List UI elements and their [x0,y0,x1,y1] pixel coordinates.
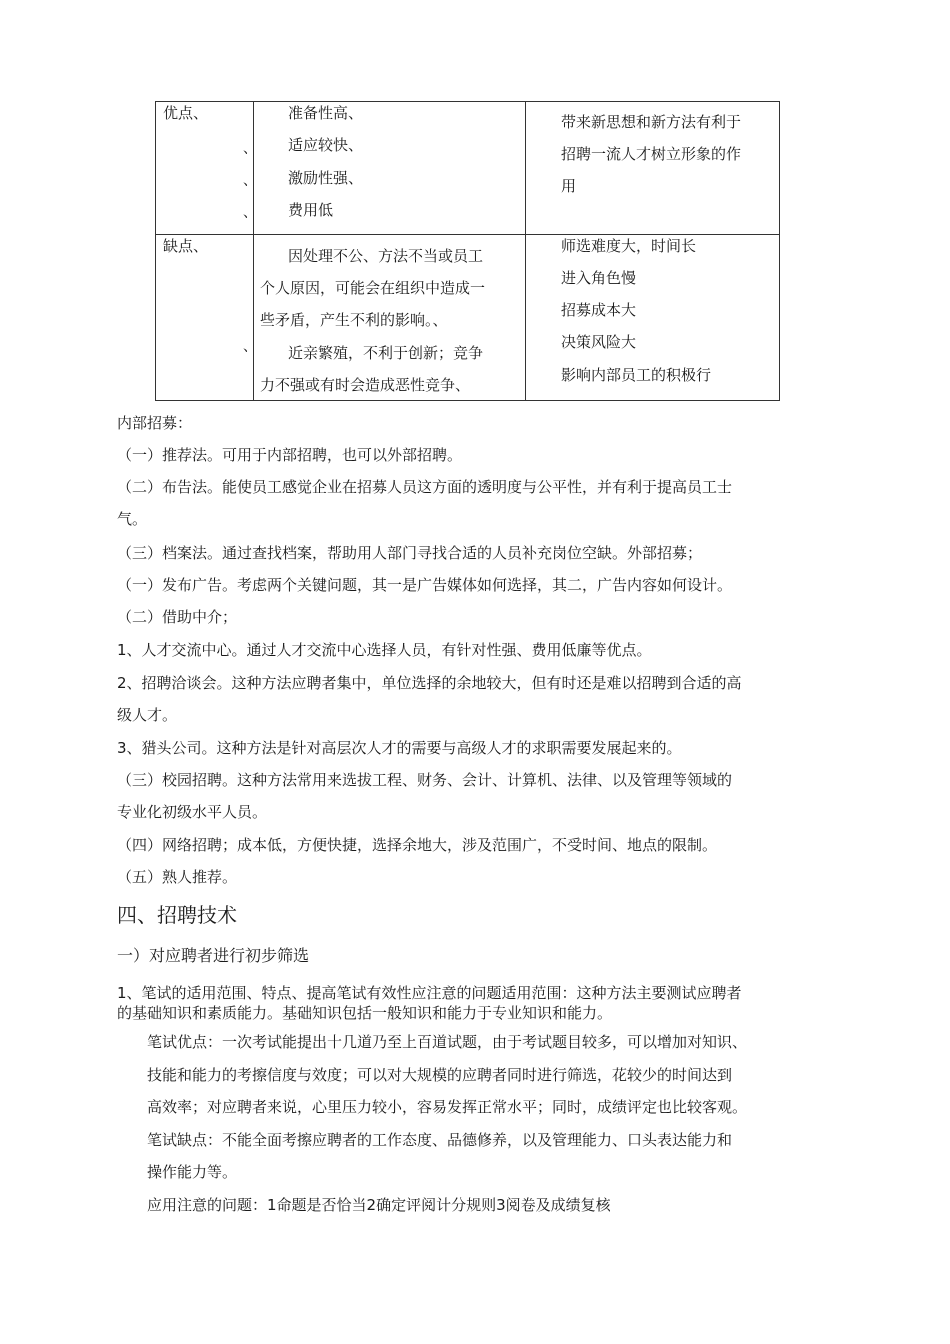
paragraph-line: （一）推荐法。可用于内部招聘，也可以外部招聘。 [117,446,463,464]
paragraph-line: 的基础知识和素质能力。基础知识包括一般知识和能力于专业知识和能力。 [117,1004,613,1022]
external-advantage-line: 招聘一流人才树立形象的作 [561,145,742,163]
tick-mark: 、 [243,141,257,157]
paragraph-line: 技能和能力的考擦信度与效度；可以对大规模的应聘者同时进行筛选，花较少的时间达到 [147,1066,733,1084]
paragraph-line: 操作能力等。 [147,1163,238,1181]
external-disadvantage-item: 招募成本大 [561,301,637,319]
internal-advantage-item: 费用低 [288,201,334,219]
comparison-table [155,101,780,401]
section-heading: 四、招聘技术 [117,903,237,927]
paragraph-line: 3、猎头公司。这种方法是针对高层次人才的需要与高级人才的求职需要发展起来的。 [117,739,682,757]
internal-disadvantage-line: 力不强或有时会造成恶性竞争、 [260,376,471,394]
internal-disadvantage-line: 个人原因，可能会在组织中造成一 [260,279,486,297]
paragraph-line: （五）熟人推荐。 [117,868,238,886]
paragraph-line: （一）发布广告。考虑两个关键问题，其一是广告媒体如何选择，其二，广告内容如何设计。 [117,576,733,594]
paragraph-line: （四）网络招聘；成本低，方便快捷，选择余地大，涉及范围广，不受时间、地点的限制。 [117,836,718,854]
paragraph-line: 气。 [117,510,148,528]
paragraph-line: （二）借助中介； [117,608,238,626]
paragraph-line: 高效率；对应聘者来说，心里压力较小，容易发挥正常水平；同时，成绩评定也比较客观。 [147,1098,748,1116]
advantages-label: 优点、 [163,104,209,122]
paragraph-line: 2、招聘洽谈会。这种方法应聘者集中，单位选择的余地较大，但有时还是难以招聘到合适的高 [117,674,742,692]
internal-advantage-item: 适应较快、 [288,136,364,154]
tick-mark: 、 [243,173,257,189]
external-advantage-line: 用 [561,177,577,195]
paragraph-line: 笔试优点：一次考试能提出十几道乃至上百道试题，由于考试题目较多，可以增加对知识、 [147,1033,748,1051]
paragraph-line: 应用注意的问题：1命题是否恰当2确定评阅计分规则3阅卷及成绩复核 [147,1196,611,1214]
paragraph-line: 笔试缺点：不能全面考擦应聘者的工作态度、品德修养，以及管理能力、口头表达能力和 [147,1131,733,1149]
paragraph-line: （三）档案法。通过查找档案，帮助用人部门寻找合适的人员补充岗位空缺。外部招募； [117,544,703,562]
internal-disadvantage-line: 近亲繁殖，不利于创新；竞争 [288,344,484,362]
tick-mark: 、 [243,205,257,221]
external-disadvantage-item: 影响内部员工的积极行 [561,366,712,384]
internal-disadvantage-line: 因处理不公、方法不当或员工 [288,247,484,265]
internal-recruitment-title: 内部招募： [117,414,193,432]
external-disadvantage-item: 决策风险大 [561,333,637,351]
paragraph-line: （二）布告法。能使员工感觉企业在招募人员这方面的透明度与公平性，并有利于提高员工士 [117,478,733,496]
paragraph-line: 1、笔试的适用范围、特点、提高笔试有效性应注意的问题适用范围：这种方法主要测试应聘者 [117,984,742,1002]
external-disadvantage-item: 进入角色慢 [561,269,637,287]
paragraph-line: 专业化初级水平人员。 [117,803,268,821]
internal-advantage-item: 激励性强、 [288,169,364,187]
subsection-heading: 一）对应聘者进行初步筛选 [117,946,310,965]
external-disadvantage-item: 师选难度大，时间长 [561,237,697,255]
external-advantage-line: 带来新思想和新方法有利于 [561,113,742,131]
internal-disadvantage-line: 些矛盾，产生不利的影响。、 [260,311,448,329]
paragraph-line: （三）校园招聘。这种方法常用来选拔工程、财务、会计、计算机、法律、以及管理等领域的 [117,771,733,789]
paragraph-line: 级人才。 [117,706,178,724]
table-divider [525,102,526,400]
internal-advantage-item: 准备性高、 [288,104,364,122]
disadvantages-label: 缺点、 [163,237,209,255]
tick-mark: 、 [243,339,257,355]
paragraph-line: 1、人才交流中心。通过人才交流中心选择人员，有针对性强、费用低廉等优点。 [117,641,652,659]
